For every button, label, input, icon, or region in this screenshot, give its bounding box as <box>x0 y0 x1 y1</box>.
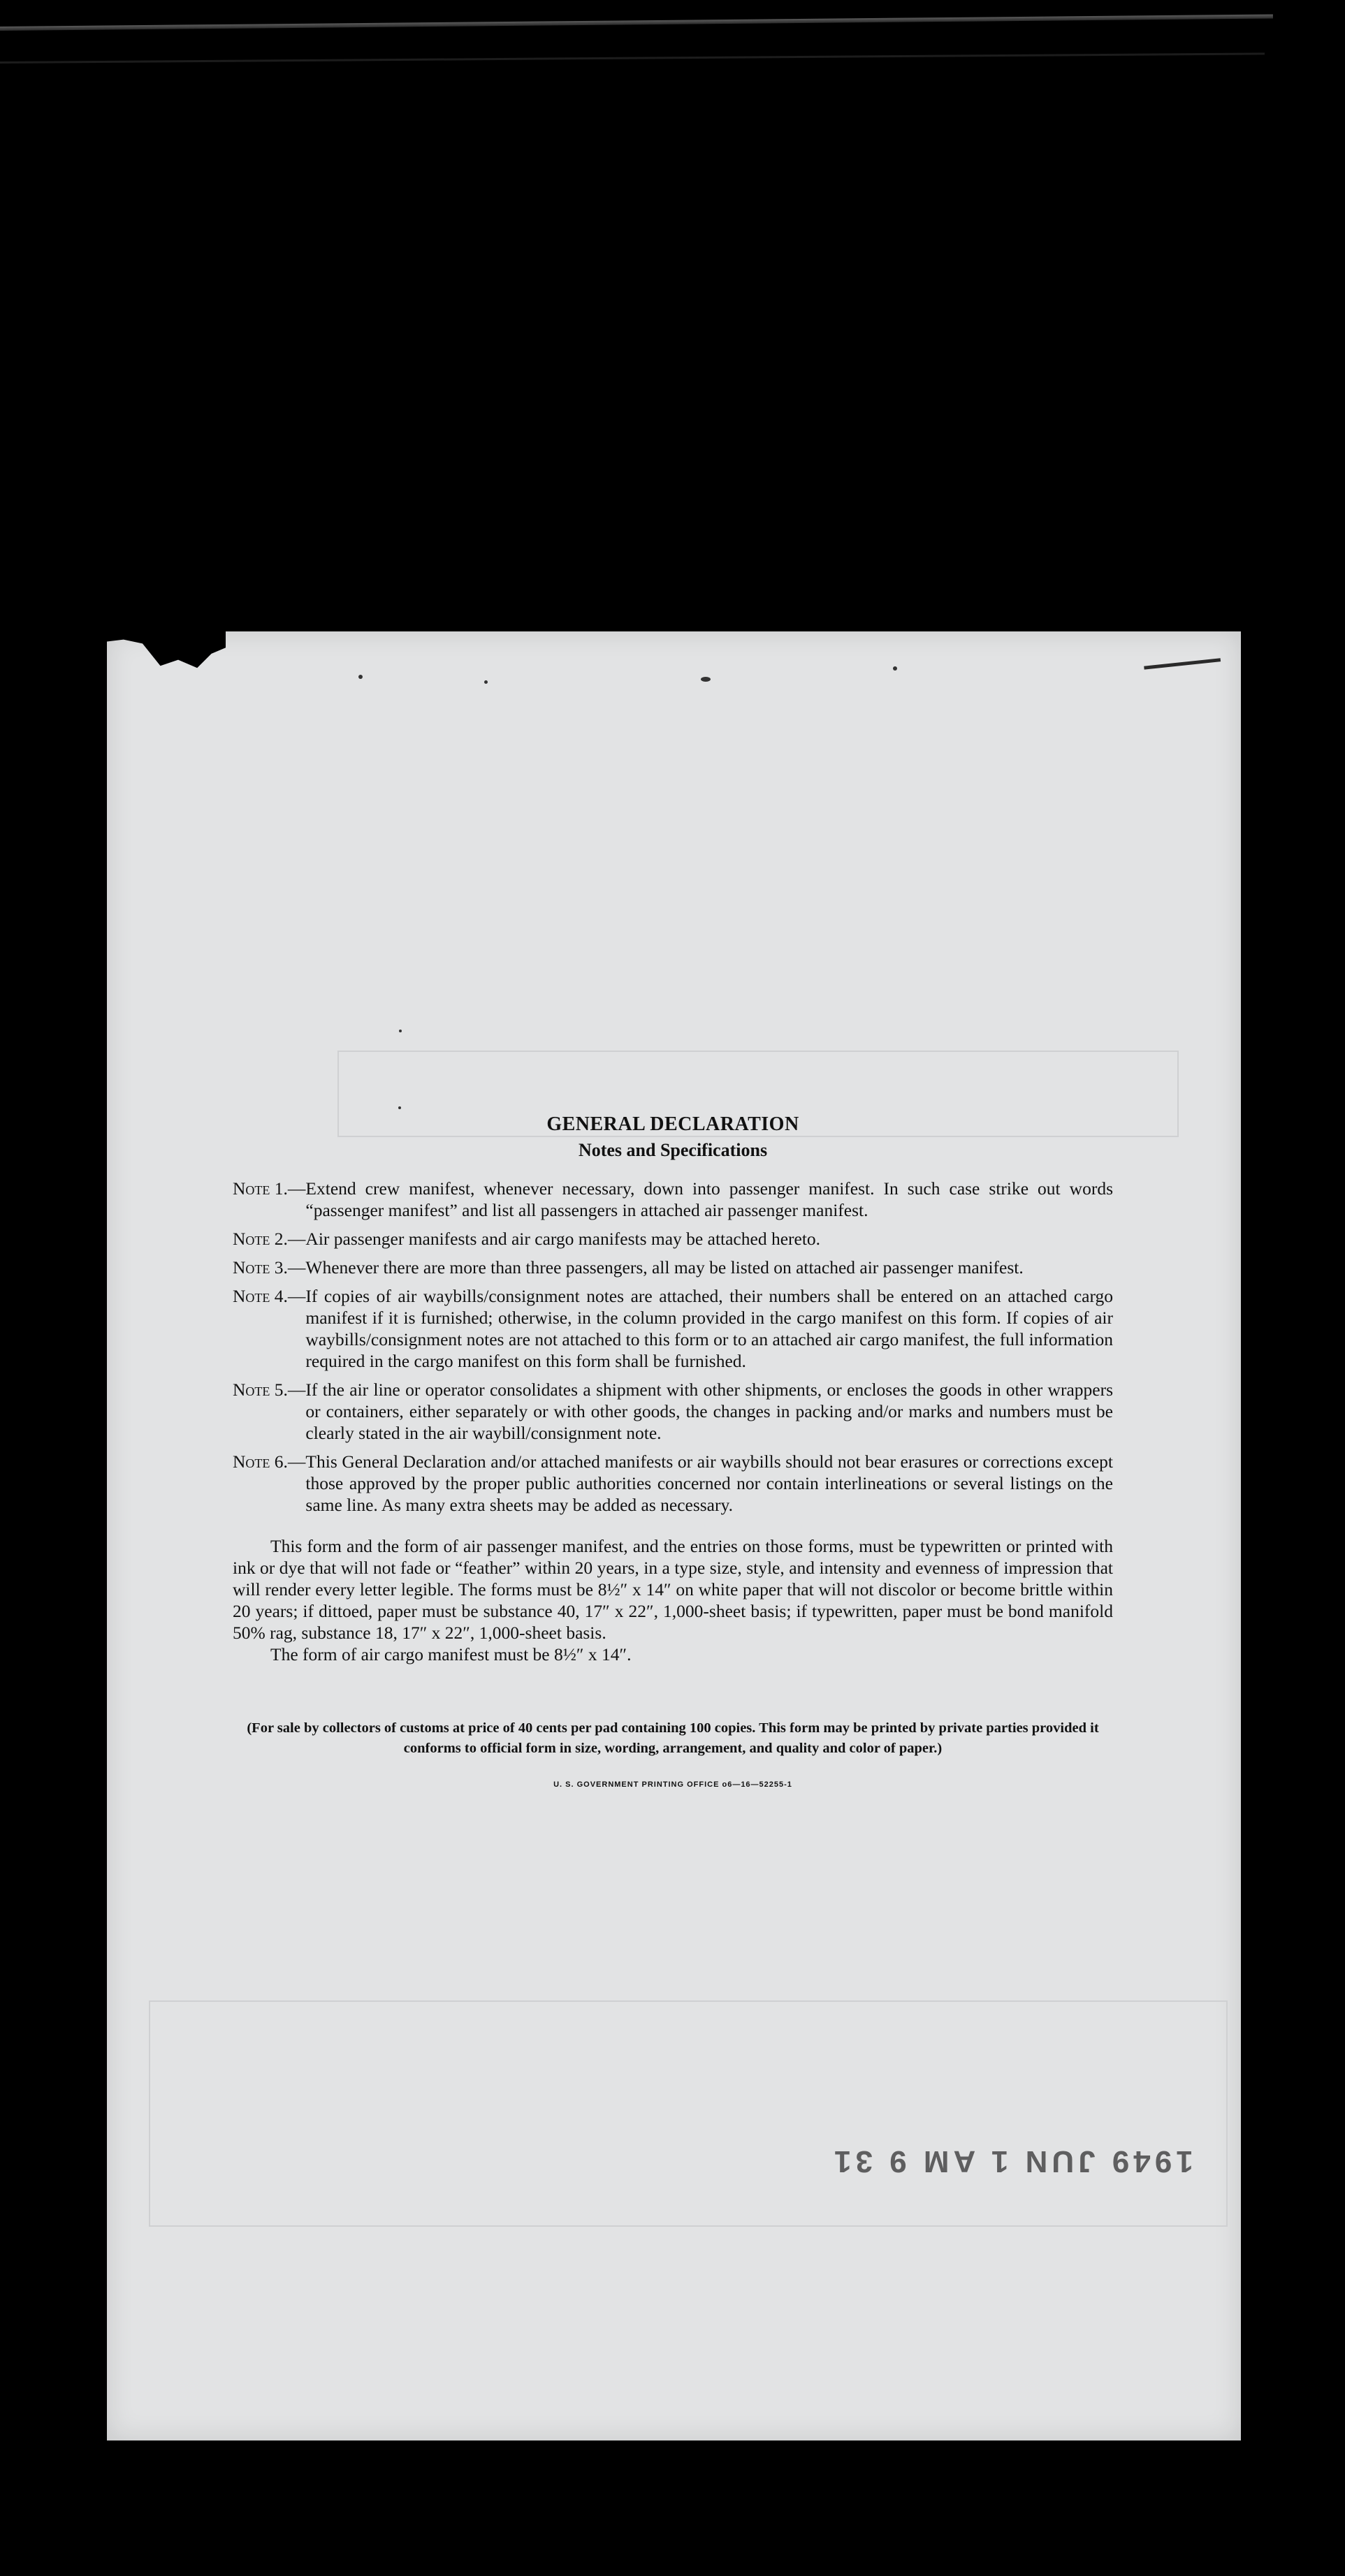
note-dash: — <box>287 1380 306 1400</box>
note-text: Extend crew manifest, whenever necessary, down into passenger manifest. In such case strike out words “passenger manifest” and list all passengers in attached air passenger manifest. <box>305 1178 1113 1220</box>
note-label: Note 5. <box>233 1380 288 1400</box>
ink-speck <box>893 666 897 671</box>
note-text: This General Declaration and/or attached manifests or air waybills should not bear erasures or corrections except those approved by the proper public authorities concerned nor contain interlineations or several listings on the same line. As many extra sheets may be added as necessary. <box>305 1451 1113 1515</box>
printing-office-line: U. S. GOVERNMENT PRINTING OFFICE o6—16—52255-1 <box>553 1780 792 1789</box>
note-dash: — <box>287 1286 306 1306</box>
specification-paragraph: This form and the form of air passenger manifest, and the entries on those forms, must be typewritten or printed with ink or dye that will not fade or “feather” within 20 years, in a type size, style, and intensity and evenness of impression that will render every letter legible. The forms must be 8½″ x 14″ on white paper that will not discolor or become brittle within 20 years; if dittoed, paper must be substance 40, 17″ x 22″, 1,000-sheet basis; if typewritten, paper must be bond manifold 50% rag, substance 18, 17″ x 22″, 1,000-sheet basis. <box>233 1536 1113 1643</box>
note-dash: — <box>287 1257 306 1278</box>
note-4 <box>233 1285 1113 1372</box>
note-dash: — <box>287 1178 306 1199</box>
ink-speck <box>701 677 711 682</box>
note-6 <box>233 1451 1113 1516</box>
note-text: If the air line or operator consolidates a shipment with other shipments, or encloses the goods in other wrappers or containers, either separately or with other goods, the changes in packing and/or marks and numbers must be clearly stated in the air waybill/consignment note. <box>305 1380 1113 1443</box>
note-3 <box>233 1257 1113 1278</box>
film-edge-line-2 <box>0 52 1265 64</box>
sale-notice: (For sale by collectors of customs at price of 40 cents per pad containing 100 copies. This form may be printed by private parties provided it conforms to official form in size, wording, arrangement, and quality and color of paper.) <box>247 1720 1099 1756</box>
note-text: Air passenger manifests and air cargo manifests may be attached hereto. <box>305 1229 821 1249</box>
declaration-content <box>233 1113 1113 1796</box>
note-dash: — <box>287 1451 306 1472</box>
note-label: Note 6. <box>233 1451 288 1472</box>
note-text: Whenever there are more than three passengers, all may be listed on attached air passenger manifest. <box>305 1257 1024 1278</box>
ink-speck <box>358 675 363 679</box>
torn-edge-right <box>1142 643 1221 669</box>
declaration-title: GENERAL DECLARATION <box>546 1113 799 1135</box>
note-dash: — <box>287 1229 306 1249</box>
note-label: Note 1. <box>233 1178 288 1199</box>
bleed-through-table <box>149 2000 1228 2227</box>
declaration-subtitle: Notes and Specifications <box>578 1140 768 1160</box>
ink-speck <box>484 680 488 684</box>
note-1 <box>233 1178 1113 1221</box>
note-label: Note 3. <box>233 1257 288 1278</box>
ink-speck <box>398 1106 401 1109</box>
note-text: If copies of air waybills/consignment notes are attached, their numbers shall be entered on an attached cargo manifest if it is furnished; otherwise, in the column provided in the cargo manifest on this form. If copies of air waybills/consignment notes are not attached to this form or to an attached air cargo manifest, the full information required in the cargo manifest on this form shall be furnished. <box>305 1286 1113 1371</box>
note-2 <box>233 1228 1113 1250</box>
torn-corner <box>107 631 226 672</box>
film-edge-line <box>0 15 1273 31</box>
date-stamp: 1949 JUN 1 AM 9 31 <box>830 2144 1193 2179</box>
document-page <box>107 631 1241 2440</box>
note-5 <box>233 1379 1113 1444</box>
note-label: Note 4. <box>233 1286 288 1306</box>
ink-speck <box>399 1030 402 1032</box>
note-label: Note 2. <box>233 1229 288 1249</box>
cargo-form-size: The form of air cargo manifest must be 8½″ x 14″. <box>270 1644 632 1664</box>
